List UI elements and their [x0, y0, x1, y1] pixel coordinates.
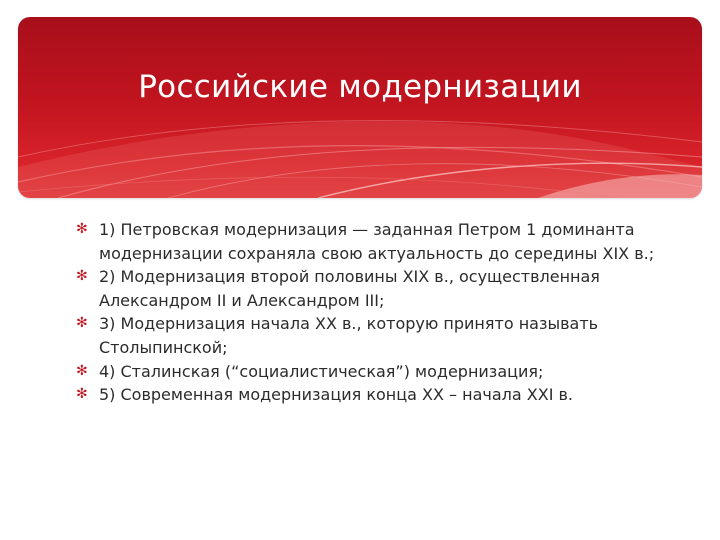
bullet-list: [76, 218, 676, 407]
list-item-text: 3) Модернизация начала XX в., которую принято называть Столыпинской;: [99, 314, 599, 357]
list-item-text: 4) Сталинская (“социалистическая”) модернизация;: [99, 361, 544, 381]
list-item-text: 1) Петровская модернизация — заданная Петром 1 доминанта модернизации сохраняла свою актуальность до середины XIX в.;: [99, 220, 655, 263]
asterisk-bullet-icon: ✻: [76, 386, 88, 403]
list-item: [76, 360, 676, 384]
banner-swoosh-decoration: [18, 17, 702, 198]
list-item-text: 5) Современная модернизация конца XX – начала XXI в.: [99, 385, 574, 405]
asterisk-bullet-icon: ✻: [76, 362, 88, 379]
asterisk-bullet-icon: ✻: [76, 315, 88, 332]
list-item: [76, 218, 676, 265]
list-item-text: 2) Модернизация второй половины XIX в., осуществленная Александром II и Александром III;: [99, 267, 600, 310]
title-banner: [18, 17, 702, 198]
slide-title: Российские модернизации: [138, 69, 582, 105]
list-item: [76, 383, 676, 407]
list-item: [76, 312, 676, 359]
list-item: [76, 265, 676, 312]
asterisk-bullet-icon: ✻: [76, 221, 88, 237]
asterisk-bullet-icon: ✻: [76, 268, 88, 285]
